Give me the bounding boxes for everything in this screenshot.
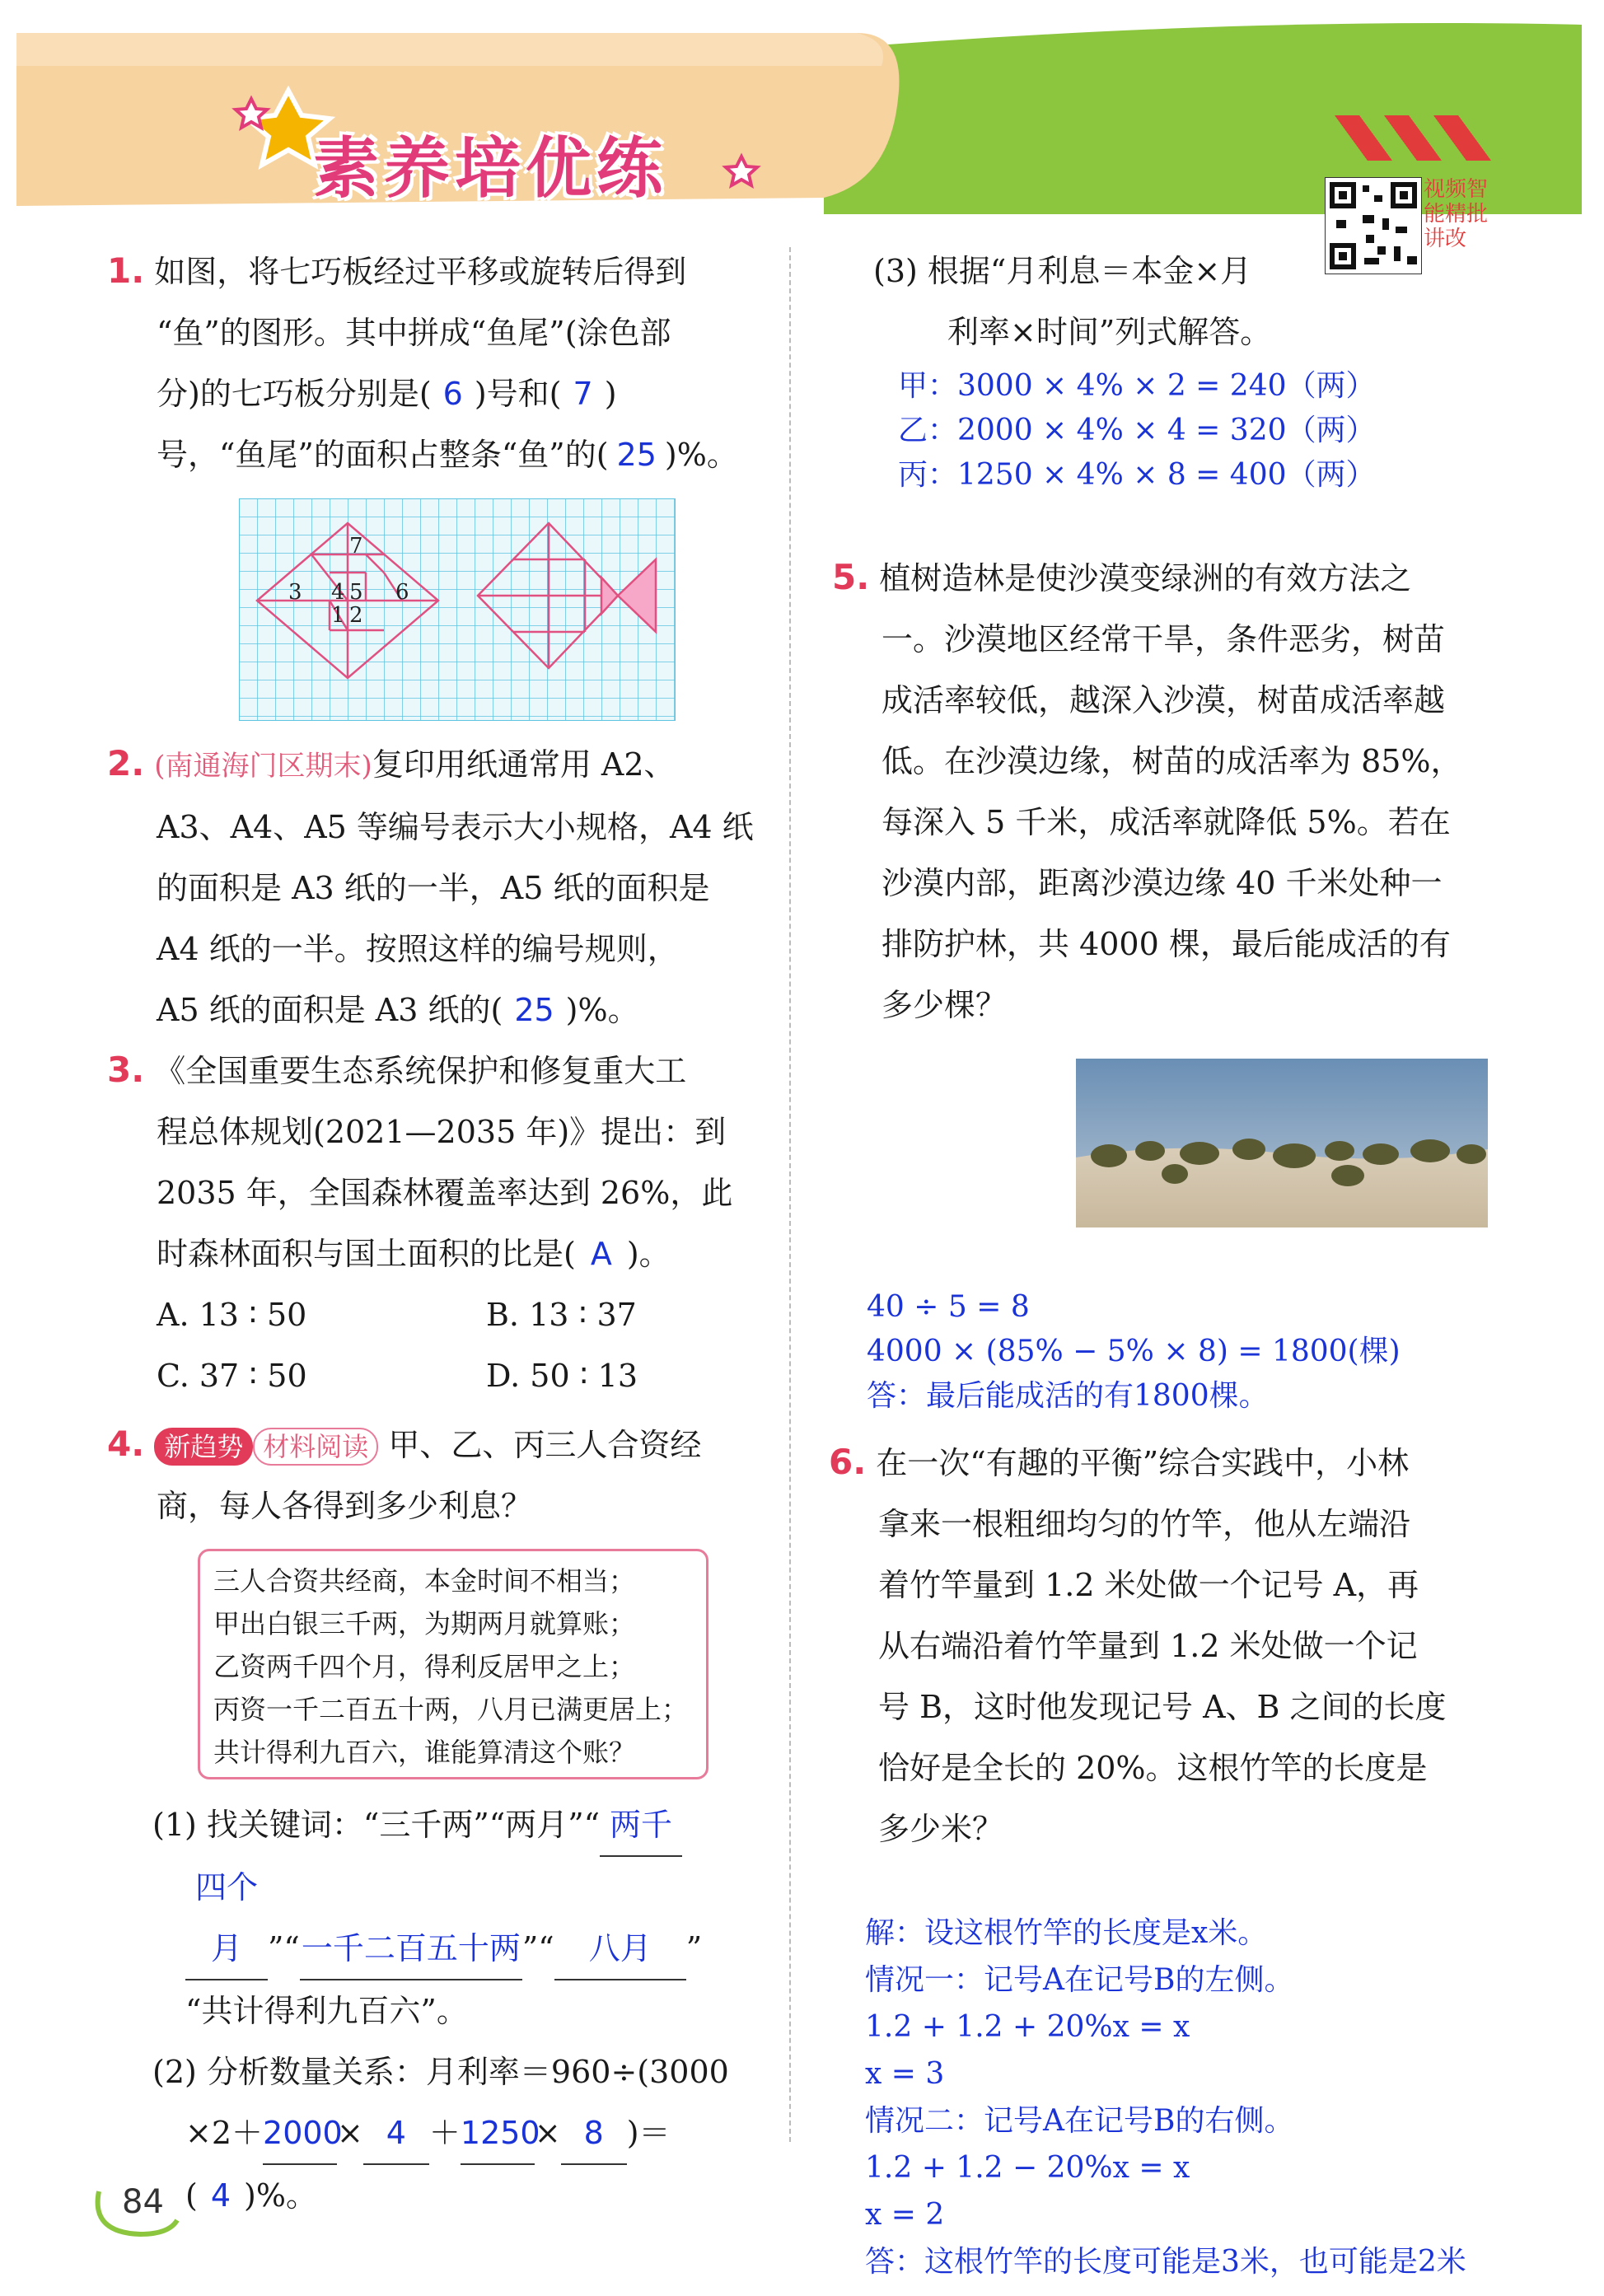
q4-s2-text: (2) 分析数量关系：月利率＝960÷(3000 [152, 2054, 729, 2090]
q4-s1-answer-2: 四个月 [185, 1857, 268, 1980]
desert-photo [1076, 1059, 1488, 1227]
q1-answer-1: 6 [442, 376, 463, 412]
q4-s3-answers [898, 364, 1376, 498]
q4-s1-tail: “共计得利九百六”。 [185, 1993, 468, 2029]
poem-line: 共计得利九百六，谁能算清这个账？ [213, 1737, 636, 1768]
label-3: 3 [288, 580, 302, 605]
q4-s2-answer-1: 2000 [263, 2102, 337, 2165]
q2-answer: 25 [514, 992, 554, 1028]
question-1 [107, 241, 766, 485]
q5-line: 排防护林，共 4000 棵，最后能成活的有 [881, 926, 1451, 962]
q4-s1-answer-4: 八月 [554, 1918, 686, 1980]
q4-sub1 [152, 1794, 779, 2226]
q2-number: 2. [107, 743, 145, 783]
q4-s2-c: × [337, 2115, 363, 2151]
column-divider [789, 247, 791, 2142]
q4-s3-line1: (3) 根据“月利息＝本金×月 [873, 253, 1252, 289]
q6-line: 恰好是全长的 20%。这根竹竿的长度是 [878, 1750, 1428, 1786]
q6-answer-line: 1.2 + 1.2 + 20%x = x [865, 2010, 1190, 2044]
tangram-figure [239, 498, 676, 721]
grid-lines [239, 498, 676, 721]
q3-line3: 2035 年，全国森林覆盖率达到 26%，此 [157, 1175, 733, 1211]
q1-number: 1. [107, 250, 145, 291]
q6-line: 多少米？ [878, 1811, 1004, 1847]
q4-badge-trend: 新趋势 [154, 1428, 253, 1466]
q4-s1-sep2: ”“ [521, 1930, 554, 1966]
q4-line1: 甲、乙、丙三人合资经 [388, 1427, 702, 1463]
poem-line: 甲出白银三千两，为期两月就算账； [213, 1608, 636, 1639]
q3-option-c: C. 37 ∶ 50 [157, 1358, 307, 1394]
q2-line2: A3、A4、A5 等编号表示大小规格，A4 纸 [157, 809, 754, 845]
q6-line: 从右端沿着竹竿量到 1.2 米处做一个记 [878, 1628, 1418, 1664]
q6-line: 着竹竿量到 1.2 米处做一个记号 A，再 [878, 1567, 1419, 1603]
label-2: 2 [349, 603, 363, 628]
q4-s2-answer-3: 1250 [461, 2102, 535, 2165]
q6-answer-line: 情况二：记号A在记号B的右侧。 [865, 2104, 1294, 2138]
q5-answer-line: 4000 × (85% − 5% × 8) = 1800(棵) [867, 1335, 1401, 1368]
q5-line: 成活率较低，越深入沙漠，树苗成活率越 [881, 682, 1446, 718]
q3-option-b: B. 13 ∶ 37 [486, 1297, 637, 1333]
q3-option-d: D. 50 ∶ 13 [486, 1358, 638, 1394]
q4-s2-d: ＋ [428, 2115, 461, 2151]
q2-line4: A4 纸的一半。按照这样的编号规则， [157, 931, 679, 967]
q5-number: 5. [832, 557, 870, 597]
q4-s2-h: )%。 [244, 2177, 317, 2214]
poem-line: 丙资一千二百五十两，八月已满更居上； [213, 1694, 689, 1725]
q4-s2-answer-5: 4 [210, 2177, 231, 2214]
q4-s1-answer-3: 一千二百五十两 [300, 1918, 522, 1980]
q1-line3b: )号和( [474, 376, 562, 412]
label-7: 7 [349, 534, 363, 559]
question-4 [107, 1414, 766, 1536]
q5-line: 每深入 5 千米，成活率就降低 5%。若在 [881, 804, 1451, 840]
q4-s2-answer-4: 8 [561, 2102, 627, 2165]
q4-s2-g: ( [185, 2177, 198, 2214]
banner-highlight [16, 33, 883, 66]
q1-line3a: 分)的七巧板分别是( [157, 376, 432, 412]
q2-line3: 的面积是 A3 纸的一半，A5 纸的面积是 [157, 870, 710, 906]
label-6: 6 [395, 580, 409, 605]
page-title: 素养培优练 [313, 130, 667, 207]
q6-line: 号 B，这时他发现记号 A、B 之间的长度 [878, 1689, 1447, 1725]
label-1: 1 [331, 603, 345, 628]
q6-answers [865, 1910, 1466, 2285]
question-3 [107, 1040, 766, 1406]
q1-answer-2: 7 [573, 376, 593, 412]
q5-answers [867, 1285, 1401, 1419]
q3-line4a: 时森林面积与国土面积的比是( [157, 1236, 576, 1272]
q6-answer-line: 1.2 + 1.2 − 20%x = x [865, 2151, 1190, 2185]
q4-s3-answer-yi: 乙：2000 × 4% × 4 = 320（两） [898, 414, 1376, 447]
q1-line4b: )%。 [664, 437, 738, 473]
q1-line3c: ) [604, 376, 617, 412]
q3-line2: 程总体规划(2021—2035 年)》提出：到 [157, 1114, 727, 1150]
q4-sub3 [873, 241, 1499, 362]
q3-line4b: )。 [626, 1236, 671, 1272]
q5-line: 沙漠内部，距离沙漠边缘 40 千米处种一 [881, 865, 1443, 901]
question-6 [829, 1432, 1570, 1859]
q6-answer-line: 答：这根竹竿的长度可能是3米，也可能是2米 [865, 2245, 1466, 2279]
q4-s2-f: )＝ [626, 2115, 671, 2151]
question-5 [832, 547, 1574, 1036]
q4-s3-answer-jia: 甲：3000 × 4% × 2 = 240（两） [898, 369, 1376, 403]
qr-label: 视频智能精批讲改 [1424, 177, 1489, 251]
question-2 [107, 733, 766, 1040]
q1-line1: 如图，将七巧板经过平移或旋转后得到 [154, 254, 687, 290]
q6-line: 在一次“有趣的平衡”综合实践中，小林 [876, 1445, 1410, 1481]
q5-line: 一。沙漠地区经常干旱，条件恶劣，树苗 [881, 621, 1446, 657]
label-5: 5 [349, 580, 363, 605]
q4-s1-sep3: ” [685, 1930, 703, 1966]
label-4: 4 [331, 580, 345, 605]
q4-s2-e: × [534, 2115, 561, 2151]
q5-line: 低。在沙漠边缘，树苗的成活率为 85%， [881, 743, 1462, 779]
page-number: 84 [122, 2183, 164, 2221]
q4-line2: 商，每人各得到多少利息？ [157, 1488, 533, 1524]
q3-line1: 《全国重要生态系统保护和修复重大工 [154, 1053, 687, 1089]
q4-s1-answer-1: 两千 [600, 1794, 682, 1857]
q6-answer-line: 情况一：记号A在记号B的左侧。 [865, 1963, 1294, 1997]
q3-answer: A [590, 1236, 612, 1272]
q5-line: 多少棵？ [881, 987, 1008, 1023]
q2-source: (南通海门区期末) [154, 750, 372, 783]
q3-option-a: A. 13 ∶ 50 [157, 1297, 307, 1333]
q1-line2: “鱼”的图形。其中拼成“鱼尾”(涂色部 [157, 315, 671, 351]
q4-s2-b: ×2＋ [185, 2115, 264, 2151]
q6-number: 6. [829, 1442, 867, 1482]
q4-s3-line2: 利率×时间”列式解答。 [947, 314, 1272, 350]
q5-answer-line: 答：最后能成活的有1800棵。 [867, 1379, 1269, 1413]
q4-s2-answer-2: 4 [363, 2102, 429, 2165]
q1-answer-3: 25 [616, 437, 657, 473]
q1-line4a: 号，“鱼尾”的面积占整条“鱼”的( [157, 437, 609, 473]
poem-line: 三人合资共经商，本金时间不相当； [213, 1565, 636, 1597]
q6-answer-line: 解：设这根竹竿的长度是x米。 [865, 1916, 1268, 1950]
q2-line1: 复印用纸通常用 A2、 [372, 746, 676, 783]
q4-s3-answer-bing: 丙：1250 × 4% × 8 = 400（两） [898, 458, 1376, 492]
q6-line: 拿来一根粗细均匀的竹竿，他从左端沿 [878, 1506, 1411, 1542]
q3-number: 3. [107, 1050, 145, 1090]
q4-badge-reading: 材料阅读 [253, 1428, 378, 1466]
q2-line5b: )%。 [565, 992, 639, 1028]
q5-answer-line: 40 ÷ 5 = 8 [867, 1290, 1030, 1324]
q6-answer-line: x = 2 [865, 2198, 945, 2232]
poem-line: 乙资两千四个月，得利反居甲之上； [213, 1651, 636, 1682]
q4-poem-box [198, 1549, 708, 1779]
q4-s1-sep1: ”“ [268, 1930, 300, 1966]
q6-answer-line: x = 3 [865, 2057, 945, 2091]
q4-s1-text: (1) 找关键词：“三千两”“两月”“ [152, 1807, 601, 1843]
q4-number: 4. [107, 1424, 145, 1464]
q5-line: 植树造林是使沙漠变绿洲的有效方法之 [879, 560, 1412, 596]
q2-line5a: A5 纸的面积是 A3 纸的( [157, 992, 503, 1028]
